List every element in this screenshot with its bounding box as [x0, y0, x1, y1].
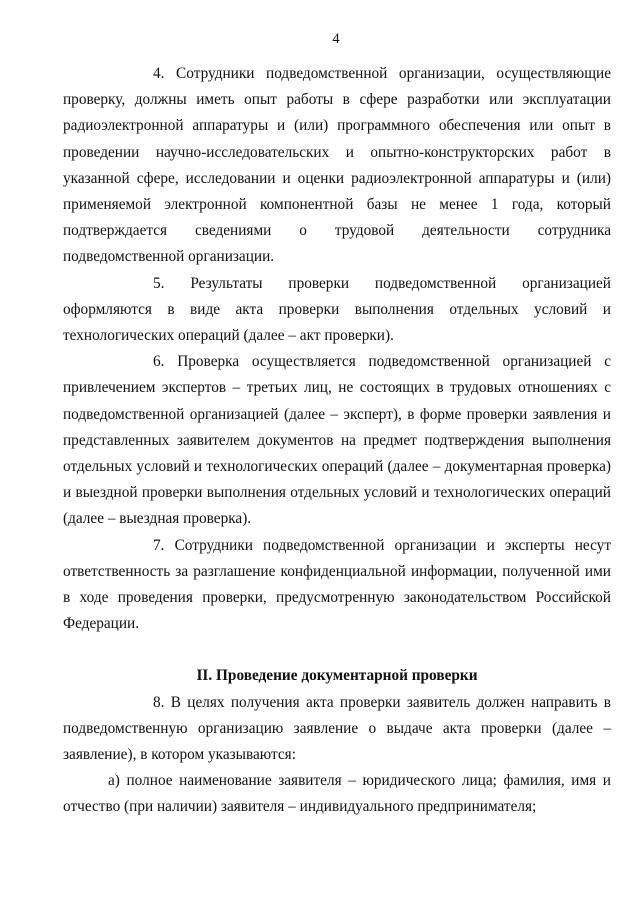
paragraph-6: [63, 349, 611, 532]
paragraph-number: 4.: [153, 65, 165, 82]
page-number: 4: [332, 31, 340, 47]
paragraph-text: Сотрудники подведомственной организации и эксперты несут ответственность за разглашение конфиденциальной информации, полученной ими в ходе проведения проверки, предусмотренную законодательством Российской Федерации.: [63, 536, 612, 633]
paragraph-text: Проверка осуществляется подведомственной организацией с привлечением экспертов – третьих лиц, не состоящих в трудовых отношениях с подведомственной организацией (далее – эксперт), в форме проверки заявления и представленных заявителем документов на предмет подтверждения выполнения отдельных условий и технологических операций (далее – документарная проверка) и выездной проверки выполнения отдельных условий и технологических операций (далее – выездная проверка).: [63, 353, 612, 528]
paragraph-number: 7.: [153, 536, 165, 554]
paragraph-text: полное наименование заявителя – юридического лица; фамилия, имя и отчество (при наличии) заявителя – индивидуального предпринимателя;: [63, 772, 611, 816]
paragraph-number: 5.: [153, 274, 165, 292]
paragraph-7: [63, 533, 611, 638]
paragraph-text: Результаты проверки подведомственной организацией оформляются в виде акта проверки выполнения отдельных условий и технологических операций (далее – акт проверки).: [63, 274, 611, 345]
section-heading: II. Проведение документарной проверки: [196, 667, 478, 685]
paragraph-5: [63, 271, 611, 350]
subparagraph-a: [63, 768, 611, 820]
paragraph-text: Сотрудники подведомственной организации, осуществляющие проверку, должны иметь опыт работы в сфере разработки или эксплуатации радиоэлектронной аппаратуры и (или) программного обеспечения или опыт в проведении научно-исследовательских и опытно-конструкторских работ в указанной сфере, исследовании и оценки радиоэлектронной аппаратуры и (или) применяемой электронной компонентной базы не менее 1 года, который подтверждается сведениями о трудовой деятельности сотрудника подведомственной организации.: [63, 65, 611, 266]
paragraph-4: [63, 61, 611, 271]
document-body: [63, 61, 611, 821]
subparagraph-letter: а): [108, 772, 120, 790]
paragraph-text: В целях получения акта проверки заявитель должен направить в подведомственную организацию заявление о выдаче акта проверки (далее – заявление), в котором указываются:: [63, 693, 611, 764]
paragraph-number: 6.: [153, 353, 165, 371]
paragraph-8: [63, 690, 611, 769]
paragraph-number: 8.: [153, 693, 165, 711]
